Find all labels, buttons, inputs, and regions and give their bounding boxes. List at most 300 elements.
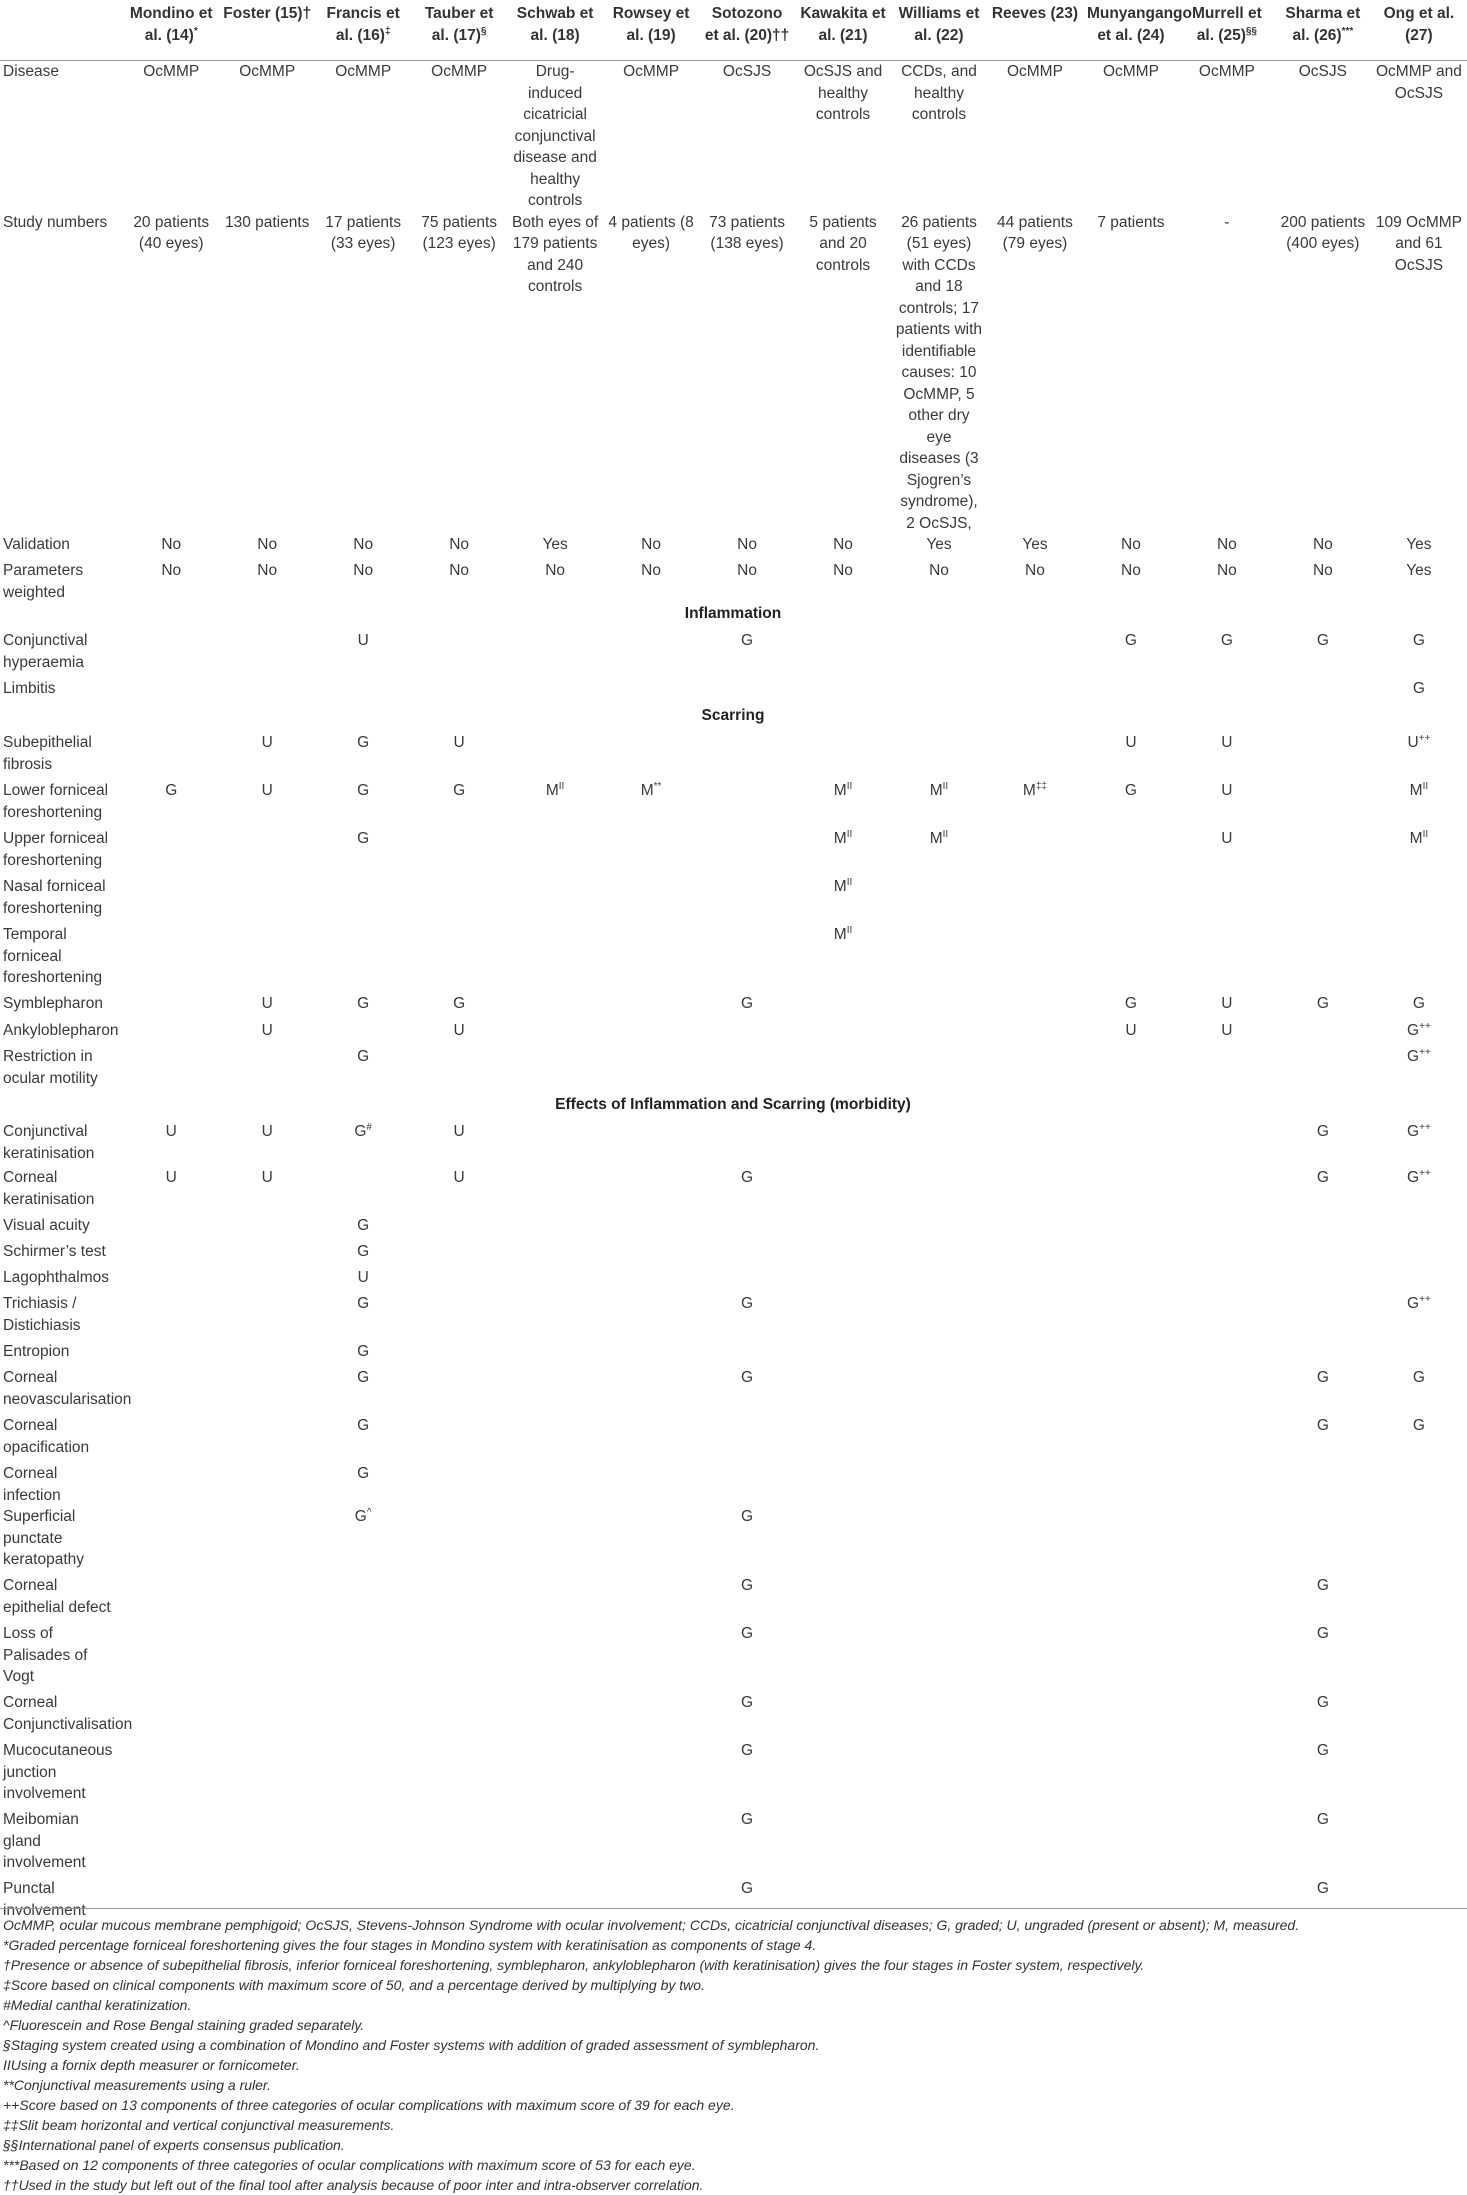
table-cell bbox=[1083, 1415, 1179, 1463]
table-cell bbox=[1179, 876, 1275, 924]
table-cell bbox=[603, 1809, 699, 1878]
table-cell: No bbox=[257, 536, 278, 553]
table-cell: G bbox=[1316, 1880, 1329, 1897]
table-cell bbox=[1179, 1623, 1275, 1692]
table-cell: No bbox=[1216, 536, 1237, 553]
table-cell: $M^{II}$ bbox=[833, 877, 853, 895]
table-cell bbox=[507, 876, 603, 924]
row-label: Corneal neovascularisation bbox=[3, 1369, 132, 1408]
table-cell bbox=[603, 1267, 699, 1293]
table-cell bbox=[603, 1046, 699, 1094]
table-cell bbox=[1371, 876, 1467, 924]
table-cell bbox=[1083, 876, 1179, 924]
table-header-row bbox=[0, 0, 1467, 61]
table-cell bbox=[507, 1623, 603, 1692]
table-cell bbox=[123, 1046, 219, 1094]
footnote: *Graded percentage forniceal foreshortening gives the four stages in Mondino system with keratinisation as components of stage 4. bbox=[3, 1937, 817, 1953]
row-label: Limbitis bbox=[3, 680, 56, 697]
table-cell: U bbox=[357, 1269, 369, 1286]
footnote: §§International panel of experts consensus publication. bbox=[3, 2137, 345, 2153]
table-cell bbox=[1371, 1506, 1467, 1575]
column-header-label: Reeves (23) bbox=[991, 5, 1079, 22]
table-row bbox=[0, 1740, 1467, 1809]
table-cell: No bbox=[1216, 562, 1237, 579]
table-cell bbox=[411, 828, 507, 876]
table-cell: G bbox=[1316, 632, 1329, 649]
table-cell bbox=[123, 1740, 219, 1809]
table-cell bbox=[987, 1215, 1083, 1241]
table-cell bbox=[507, 1341, 603, 1367]
table-cell: No bbox=[545, 562, 566, 579]
table-cell bbox=[795, 1215, 891, 1241]
table-cell: OcSJS and healthy controls bbox=[803, 63, 883, 123]
table-cell: No bbox=[1121, 562, 1141, 579]
table-cell: No bbox=[641, 536, 661, 553]
table-cell bbox=[1083, 828, 1179, 876]
row-label: Schirmer’s test bbox=[3, 1243, 106, 1260]
table-cell bbox=[987, 1046, 1083, 1094]
table-row bbox=[0, 678, 1467, 705]
column-header-label: Kawakita et al. (21) bbox=[800, 5, 886, 44]
table-cell bbox=[219, 828, 315, 876]
table-cell bbox=[987, 1121, 1083, 1167]
column-header-label: Ong et al. (27) bbox=[1383, 5, 1455, 44]
table-cell bbox=[699, 1046, 795, 1094]
table-cell bbox=[1275, 1341, 1371, 1367]
table-cell bbox=[891, 1575, 987, 1623]
table-cell bbox=[1179, 1415, 1275, 1463]
table-cell bbox=[507, 1506, 603, 1575]
table-cell: G bbox=[1412, 995, 1425, 1012]
row-label: Corneal opacification bbox=[3, 1417, 90, 1456]
footnote: ‡‡Slit beam horizontal and vertical conjunctival measurements. bbox=[3, 2117, 395, 2133]
column-header-footnote-mark: ‡ bbox=[384, 25, 391, 37]
table-cell bbox=[315, 1623, 411, 1692]
row-label: Lagophthalmos bbox=[3, 1269, 109, 1286]
table-cell bbox=[891, 1341, 987, 1367]
table-cell: G bbox=[1316, 1694, 1329, 1711]
table-cell bbox=[219, 1575, 315, 1623]
table-cell bbox=[1371, 1575, 1467, 1623]
table-cell: G++ bbox=[1407, 1047, 1431, 1065]
table-cell bbox=[891, 1020, 987, 1046]
table-cell: U bbox=[261, 782, 273, 799]
table-cell: U bbox=[453, 734, 465, 751]
table-cell bbox=[987, 1293, 1083, 1341]
table-cell bbox=[699, 1020, 795, 1046]
table-row bbox=[0, 1506, 1467, 1575]
table-cell: No bbox=[641, 562, 661, 579]
column-header bbox=[315, 0, 411, 61]
table-cell: G bbox=[1316, 1811, 1329, 1828]
table-cell: G bbox=[1412, 1369, 1425, 1386]
row-label: Symblepharon bbox=[3, 995, 103, 1012]
table-cell bbox=[891, 1121, 987, 1167]
table-cell bbox=[123, 876, 219, 924]
table-cell bbox=[1371, 1215, 1467, 1241]
table-cell: OcMMP bbox=[623, 63, 680, 80]
table-cell bbox=[1083, 1267, 1179, 1293]
column-header-label: Sharma et al. (26) bbox=[1285, 5, 1361, 44]
table-cell bbox=[1179, 1463, 1275, 1506]
table-row bbox=[0, 1463, 1467, 1506]
table-cell bbox=[1083, 1623, 1179, 1692]
table-cell bbox=[123, 924, 219, 993]
table-cell bbox=[507, 1020, 603, 1046]
table-cell: G bbox=[1412, 1417, 1425, 1434]
table-cell: 5 patients and 20 controls bbox=[809, 213, 877, 274]
row-label: Disease bbox=[3, 63, 59, 80]
row-label: Meibomian gland involvement bbox=[3, 1811, 86, 1871]
table-cell bbox=[123, 1809, 219, 1878]
section-heading: Effects of Inflammation and Scarring (morbidity) bbox=[555, 1096, 911, 1113]
table-cell: U bbox=[1221, 1022, 1233, 1039]
table-cell bbox=[123, 1020, 219, 1046]
table-row bbox=[0, 1121, 1467, 1167]
table-cell bbox=[219, 1215, 315, 1241]
footnote: IIUsing a fornix depth measurer or fornicometer. bbox=[3, 2057, 300, 2073]
table-cell: G bbox=[1412, 632, 1425, 649]
table-cell bbox=[891, 630, 987, 678]
table-cell bbox=[795, 1740, 891, 1809]
table-cell bbox=[219, 1341, 315, 1367]
table-cell bbox=[123, 1506, 219, 1575]
table-cell: Yes bbox=[926, 536, 952, 553]
table-cell bbox=[411, 1046, 507, 1094]
table-cell: G bbox=[357, 1417, 370, 1434]
table-cell bbox=[987, 1463, 1083, 1506]
table-cell bbox=[603, 924, 699, 993]
table-cell bbox=[123, 678, 219, 705]
column-header-label: Sotozono et al. (20)†† bbox=[704, 5, 790, 44]
table-cell: Yes bbox=[542, 536, 568, 553]
table-cell bbox=[411, 1506, 507, 1575]
table-cell bbox=[891, 1215, 987, 1241]
table-cell: 4 patients (8 eyes) bbox=[608, 213, 694, 252]
table-cell bbox=[507, 1046, 603, 1094]
table-cell: G bbox=[453, 782, 466, 799]
table-cell bbox=[507, 1367, 603, 1415]
table-cell bbox=[411, 1692, 507, 1740]
table-cell bbox=[1083, 1215, 1179, 1241]
table-cell bbox=[123, 1623, 219, 1692]
table-cell bbox=[603, 1463, 699, 1506]
table-cell: G bbox=[1316, 1742, 1329, 1759]
table-cell: G bbox=[741, 1577, 754, 1594]
table-cell bbox=[891, 1046, 987, 1094]
table-cell bbox=[1083, 1575, 1179, 1623]
table-cell bbox=[699, 1463, 795, 1506]
table-cell bbox=[603, 1506, 699, 1575]
table-cell bbox=[219, 1367, 315, 1415]
table-cell bbox=[1083, 924, 1179, 993]
table-cell: OcMMP bbox=[239, 63, 296, 80]
column-header-footnote-mark: * bbox=[193, 25, 198, 37]
table-cell bbox=[987, 1367, 1083, 1415]
table-cell bbox=[891, 1241, 987, 1267]
table-cell bbox=[987, 1740, 1083, 1809]
table-cell bbox=[123, 1367, 219, 1415]
table-cell bbox=[891, 1740, 987, 1809]
table-cell bbox=[987, 1415, 1083, 1463]
table-cell bbox=[219, 1267, 315, 1293]
table-cell bbox=[507, 732, 603, 780]
table-cell: G bbox=[741, 1369, 754, 1386]
table-cell bbox=[1275, 1020, 1371, 1046]
table-cell bbox=[1179, 1367, 1275, 1415]
table-cell bbox=[987, 1623, 1083, 1692]
table-cell bbox=[219, 1740, 315, 1809]
table-cell: $M^{II}$ bbox=[929, 829, 949, 847]
table-cell bbox=[123, 1267, 219, 1293]
table-cell bbox=[987, 732, 1083, 780]
table-row bbox=[0, 924, 1467, 993]
table-cell bbox=[219, 1046, 315, 1094]
table-cell: G bbox=[357, 1369, 370, 1386]
row-label: Superficial punctate keratopathy bbox=[3, 1508, 84, 1568]
table-cell bbox=[1275, 1046, 1371, 1094]
table-cell: $M^{II}$ bbox=[1409, 829, 1429, 847]
table-cell bbox=[411, 924, 507, 993]
table-cell: No bbox=[1121, 536, 1141, 553]
table-cell: G bbox=[1316, 1577, 1329, 1594]
table-cell bbox=[795, 1415, 891, 1463]
table-cell bbox=[603, 993, 699, 1020]
table-cell bbox=[1371, 1341, 1467, 1367]
table-body bbox=[0, 61, 1467, 1927]
table-cell bbox=[123, 993, 219, 1020]
table-cell bbox=[411, 876, 507, 924]
table-cell bbox=[1083, 1121, 1179, 1167]
table-cell bbox=[507, 1809, 603, 1878]
table-cell: No bbox=[1025, 562, 1045, 579]
table-footnotes bbox=[0, 1908, 1467, 2195]
row-label: Temporal forniceal foreshortening bbox=[3, 926, 103, 986]
table-cell: Drug-induced cicatricial conjunctival disease and healthy controls bbox=[513, 63, 597, 209]
column-header-label: Rowsey et al. (19) bbox=[612, 5, 690, 44]
column-header bbox=[411, 0, 507, 61]
table-cell bbox=[507, 1121, 603, 1167]
table-cell bbox=[123, 828, 219, 876]
table-cell bbox=[123, 1575, 219, 1623]
table-cell bbox=[1179, 1740, 1275, 1809]
table-cell bbox=[987, 1267, 1083, 1293]
table-cell: U bbox=[165, 1123, 177, 1140]
table-row bbox=[0, 1367, 1467, 1415]
table-cell bbox=[987, 678, 1083, 705]
table-cell bbox=[219, 1623, 315, 1692]
table-cell: G++ bbox=[1407, 1122, 1431, 1140]
table-cell bbox=[795, 732, 891, 780]
table-cell bbox=[795, 1341, 891, 1367]
table-cell bbox=[123, 1293, 219, 1341]
table-cell: G bbox=[357, 1217, 370, 1234]
table-cell bbox=[699, 1121, 795, 1167]
table-cell: - bbox=[1224, 213, 1230, 231]
table-cell bbox=[315, 1692, 411, 1740]
table-cell bbox=[219, 924, 315, 993]
table-cell bbox=[891, 1367, 987, 1415]
table-cell: 75 patients (123 eyes) bbox=[421, 213, 498, 252]
table-cell bbox=[123, 1463, 219, 1506]
table-cell: OcMMP bbox=[143, 63, 200, 80]
column-header bbox=[795, 0, 891, 61]
table-cell: No bbox=[1312, 562, 1333, 579]
table-cell: G bbox=[741, 632, 754, 649]
table-cell bbox=[123, 1341, 219, 1367]
table-row bbox=[0, 828, 1467, 876]
table-cell: G bbox=[741, 1880, 754, 1897]
table-cell: OcSJS bbox=[722, 63, 772, 80]
table-cell bbox=[123, 1215, 219, 1241]
table-cell: U bbox=[261, 1123, 273, 1140]
table-cell: No bbox=[737, 536, 757, 553]
table-cell: G bbox=[741, 1694, 754, 1711]
table-cell bbox=[891, 732, 987, 780]
table-cell bbox=[795, 1506, 891, 1575]
table-cell bbox=[123, 630, 219, 678]
row-label: Loss of Palisades of Vogt bbox=[3, 1625, 88, 1685]
table-cell bbox=[411, 1293, 507, 1341]
table-cell bbox=[603, 1215, 699, 1241]
table-cell: Both eyes of 179 patients and 240 controls bbox=[512, 213, 599, 295]
table-cell: 26 patients (51 eyes) with CCDs and 18 controls; 17 patients with identifiable causes: 10 OcMMP, 5 other dry eye diseases (3 Sjogren’s syndrome), 2 OcSJS, bbox=[895, 213, 983, 532]
table-cell: No bbox=[833, 562, 853, 579]
table-cell bbox=[1179, 1241, 1275, 1267]
column-header bbox=[891, 0, 987, 61]
footnote: ++Score based on 13 components of three categories of ocular complications with maximum score of 39 for each eye. bbox=[3, 2097, 735, 2113]
table-cell bbox=[507, 1740, 603, 1809]
table-cell bbox=[795, 678, 891, 705]
table-cell bbox=[603, 1415, 699, 1463]
table-cell bbox=[1083, 1241, 1179, 1267]
table-cell bbox=[315, 1809, 411, 1878]
table-cell bbox=[411, 1267, 507, 1293]
table-cell bbox=[1083, 1809, 1179, 1878]
table-cell bbox=[507, 993, 603, 1020]
table-cell: No bbox=[353, 536, 374, 553]
table-cell bbox=[219, 1463, 315, 1506]
table-cell bbox=[795, 1623, 891, 1692]
table-cell: Yes bbox=[1406, 562, 1432, 579]
column-header-footnote-mark: § bbox=[480, 25, 487, 37]
table-cell bbox=[507, 1167, 603, 1215]
table-row bbox=[0, 993, 1467, 1020]
table-cell bbox=[1275, 1267, 1371, 1293]
table-cell bbox=[795, 1121, 891, 1167]
row-label: Restriction in ocular motility bbox=[3, 1048, 98, 1087]
row-label: Visual acuity bbox=[3, 1217, 90, 1234]
table-cell bbox=[1275, 1506, 1371, 1575]
table-cell: M** bbox=[640, 781, 662, 799]
table-cell bbox=[1083, 1506, 1179, 1575]
table-cell: G bbox=[1316, 1417, 1329, 1434]
table-cell: G bbox=[741, 1625, 754, 1642]
table-cell: U bbox=[1221, 830, 1233, 847]
section-heading: Scarring bbox=[701, 707, 765, 724]
table-row bbox=[0, 1415, 1467, 1463]
table-cell: No bbox=[929, 562, 949, 579]
table-cell bbox=[603, 1293, 699, 1341]
column-header bbox=[123, 0, 219, 61]
table-cell: M‡‡ bbox=[1022, 781, 1047, 799]
table-cell: U bbox=[1125, 1022, 1137, 1039]
column-header bbox=[507, 0, 603, 61]
column-header-footnote-mark: §§ bbox=[1245, 25, 1257, 37]
table-cell bbox=[987, 630, 1083, 678]
footnote: ^Fluorescein and Rose Bengal staining graded separately. bbox=[3, 2017, 365, 2033]
table-cell bbox=[507, 630, 603, 678]
table-cell bbox=[315, 876, 411, 924]
table-row bbox=[0, 1692, 1467, 1740]
table-cell bbox=[603, 1575, 699, 1623]
table-cell bbox=[699, 924, 795, 993]
column-header bbox=[1371, 0, 1467, 61]
table-cell: U bbox=[453, 1123, 465, 1140]
table-cell: U bbox=[165, 1169, 177, 1186]
table-cell: No bbox=[449, 562, 470, 579]
table-cell bbox=[891, 924, 987, 993]
table-cell bbox=[891, 1692, 987, 1740]
table-cell bbox=[1179, 1692, 1275, 1740]
table-cell bbox=[1083, 1463, 1179, 1506]
column-header-label: Francis et al. (16) bbox=[326, 5, 400, 44]
table-cell: G bbox=[357, 995, 370, 1012]
table-cell bbox=[699, 1241, 795, 1267]
table-cell bbox=[603, 876, 699, 924]
table-cell: G bbox=[453, 995, 466, 1012]
table-cell bbox=[1275, 1241, 1371, 1267]
table-row bbox=[0, 560, 1467, 603]
table-row bbox=[0, 630, 1467, 678]
table-cell bbox=[507, 1463, 603, 1506]
table-cell bbox=[1275, 828, 1371, 876]
column-header-label: Foster (15)† bbox=[223, 5, 312, 22]
table-cell bbox=[411, 1215, 507, 1241]
table-row bbox=[0, 1293, 1467, 1341]
table-cell bbox=[315, 1575, 411, 1623]
table-cell: CCDs, and healthy controls bbox=[901, 63, 977, 123]
table-cell bbox=[1275, 1215, 1371, 1241]
table-cell: G bbox=[1124, 632, 1137, 649]
table-cell bbox=[411, 1740, 507, 1809]
footnote: **Conjunctival measurements using a ruler. bbox=[3, 2077, 271, 2093]
table-cell bbox=[315, 924, 411, 993]
table-cell: 200 patients (400 eyes) bbox=[1280, 213, 1366, 252]
table-cell bbox=[891, 1623, 987, 1692]
row-label: Conjunctival hyperaemia bbox=[3, 632, 88, 671]
table-cell bbox=[219, 1692, 315, 1740]
table-cell bbox=[123, 732, 219, 780]
table-cell bbox=[987, 876, 1083, 924]
table-cell: U bbox=[261, 734, 273, 751]
table-cell: G bbox=[1316, 1369, 1329, 1386]
table-cell bbox=[987, 1020, 1083, 1046]
table-cell bbox=[795, 1367, 891, 1415]
table-cell: U bbox=[1221, 782, 1233, 799]
table-cell: Yes bbox=[1022, 536, 1048, 553]
table-cell bbox=[987, 924, 1083, 993]
table-cell bbox=[1371, 1740, 1467, 1809]
row-label: Upper forniceal foreshortening bbox=[3, 830, 109, 869]
table-cell bbox=[987, 1809, 1083, 1878]
row-label: Mucocutaneous junction involvement bbox=[3, 1742, 113, 1802]
table-cell bbox=[507, 828, 603, 876]
row-label: Entropion bbox=[3, 1343, 70, 1360]
row-label: Corneal keratinisation bbox=[3, 1169, 95, 1208]
table-cell bbox=[699, 780, 795, 828]
table-cell bbox=[1179, 1121, 1275, 1167]
